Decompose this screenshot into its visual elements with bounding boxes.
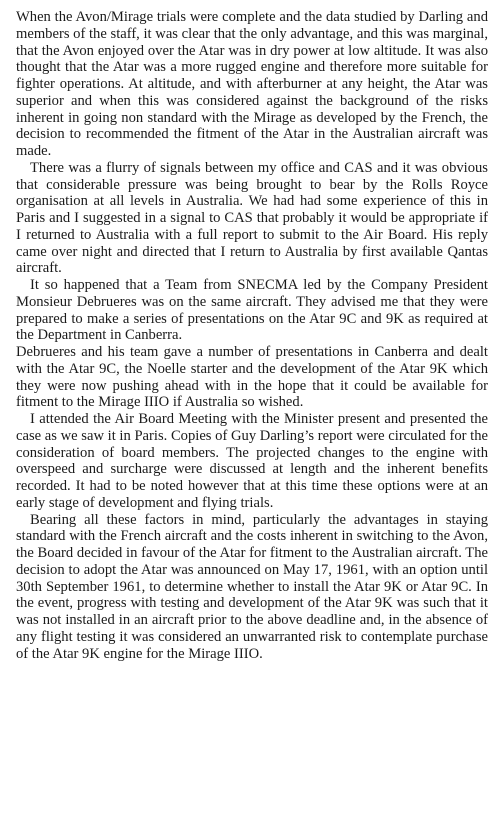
paragraph-signals-cas: There was a flurry of signals between my office and CAS and it was obvious that considerable pressure was being brought to bear by the Rolls Royce organisation at all levels in Australia. We had had some experience of this in Paris and I suggested in a signal to CAS that probably it would be appropriate if I returned to Australia with a full report to submit to the Air Board. His reply came over night and directed that I return to Australia by first available Qantas aircraft. (16, 159, 488, 277)
paragraph-board-decision: Bearing all these factors in mind, particularly the advantages in staying standard with the French aircraft and the costs inherent in switching to the Avon, the Board decided in favour of the Atar for fitment to the Australian aircraft. The decision to adopt the Atar was announced on May 17, 1961, with an option until 30th September 1961, to determine whether to install the Atar 9K or Atar 9C. In the event, progress with testing and development of the Atar 9K was such that it was not installed in an aircraft prior to the above deadline and, in the absence of any flight testing it was considered an unwarranted risk to contemplate purchase of the Atar 9K engine for the Mirage IIIO. (16, 511, 488, 662)
paragraph-debrueres-presentations: Debrueres and his team gave a number of presentations in Canberra and dealt with the Atar 9C, the Noelle starter and the development of the Atar 9K which they were now pushing ahead with in the hope that it could be available for fitment to the Mirage IIIO if Australia so wished. (16, 344, 488, 411)
paragraph-snecma-team: It so happened that a Team from SNECMA led by the Company President Monsieur Debrueres was on the same aircraft. They advised me that they were prepared to make a series of presentations on the Atar 9C and 9K as required at the Department in Canberra. (16, 277, 488, 344)
paragraph-avon-trials: When the Avon/Mirage trials were complete and the data studied by Darling and members of the staff, it was clear that the only advantage, and this was marginal, that the Avon enjoyed over the Atar was in dry power at low altitude. It was also thought that the Atar was a more rugged engine and therefore more suitable for fighter operations. At altitude, and with afterburner at any height, the Atar was superior and when this was considered against the background of the risks inherent in going non standard with the Mirage as developed by the French, the decision to recommended the fitment of the Atar in the Australian aircraft was made. (16, 9, 488, 159)
paragraph-air-board-meeting: I attended the Air Board Meeting with the Minister present and presented the case as we saw it in Paris. Copies of Guy Darling’s report were circulated for the consideration of board members. The projected changes to the engine with overspeed and surcharge were discussed at length and the inherent benefits recorded. It had to be noted however that at this time these options were at an early stage of development and flying trials. (16, 411, 488, 511)
